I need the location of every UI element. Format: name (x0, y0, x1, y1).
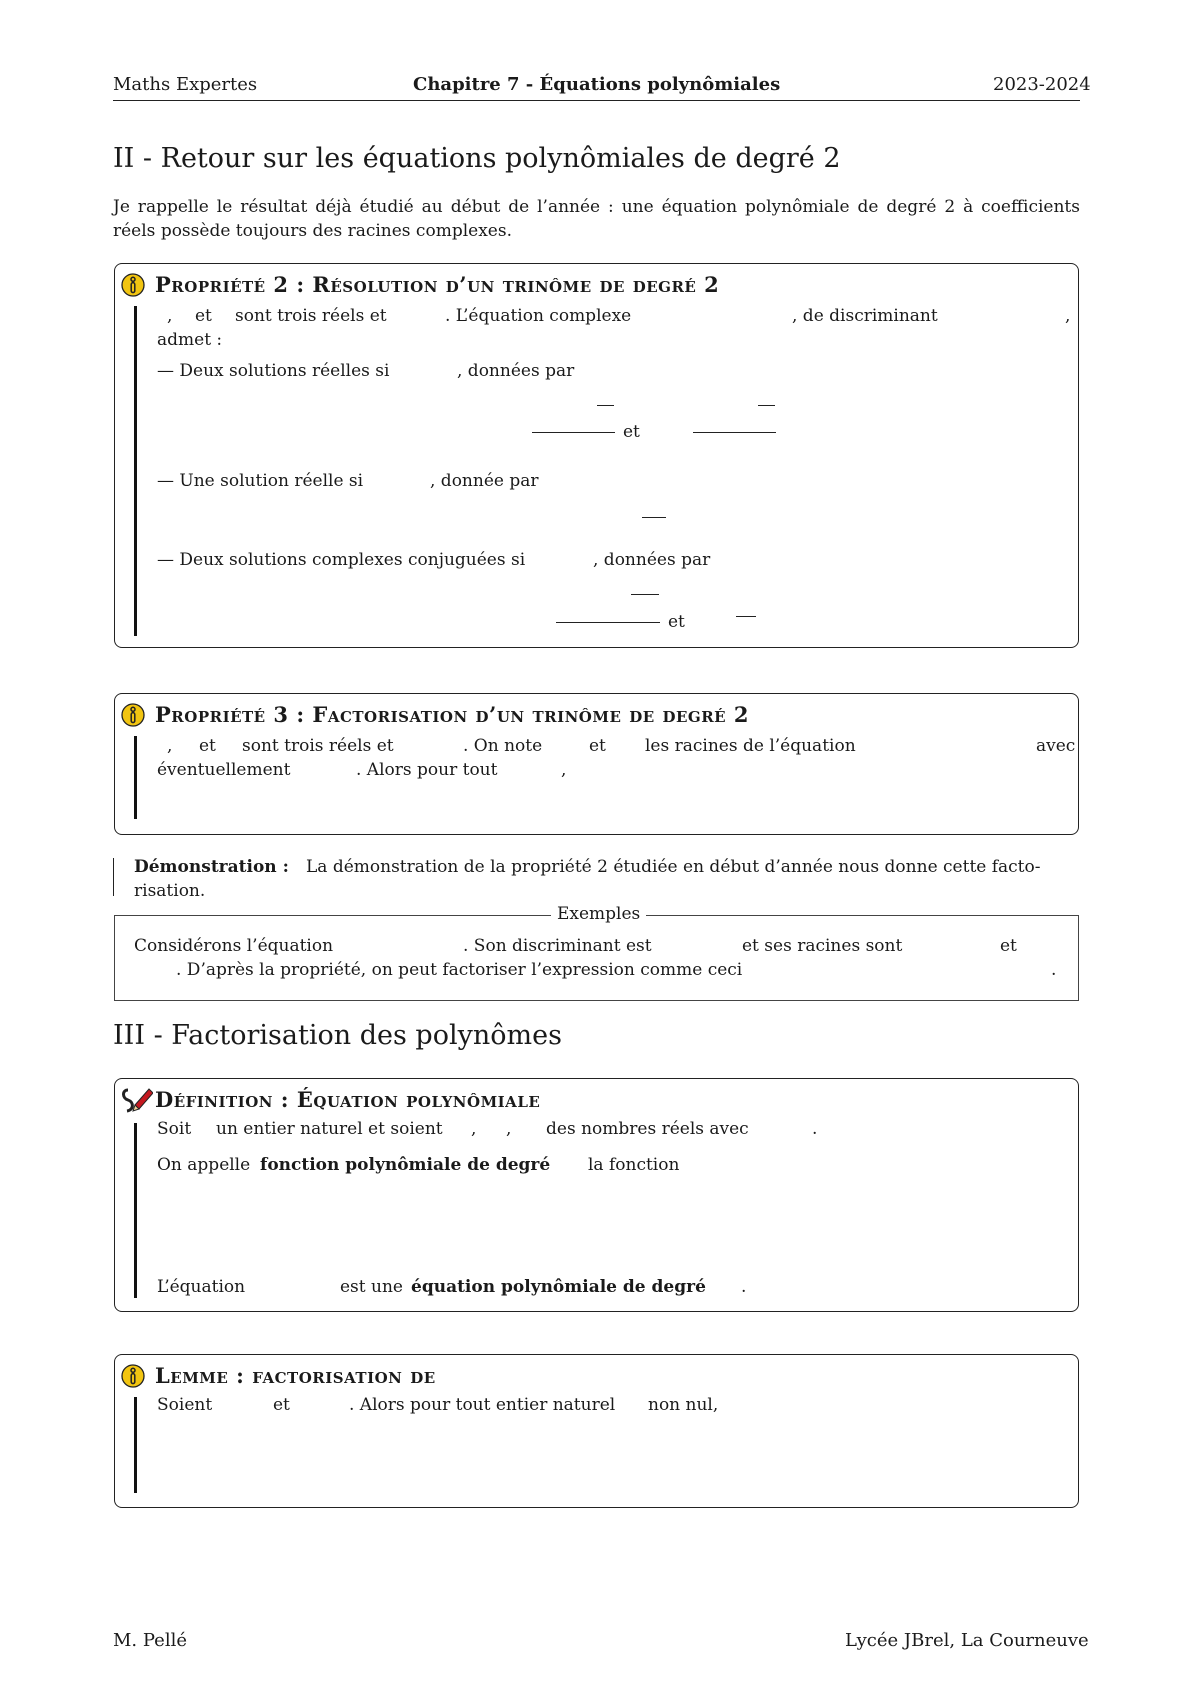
text: la fonction (588, 1155, 680, 1175)
definition-term: fonction polynômiale de degré (260, 1155, 551, 1175)
definition-term: équation polynômiale de degré (411, 1277, 706, 1297)
fraction-bar (758, 405, 775, 406)
footer-left: M. Pellé (113, 1630, 187, 1651)
section-2-intro: Je rappelle le résultat déjà étudié au début de l’année : une équation polynômiale de degré 2 à coefficients réels possède toujours des racines complexes. (113, 197, 1080, 241)
fraction-bar (532, 432, 615, 433)
fraction-bar (736, 616, 756, 617)
text: , (1065, 306, 1071, 326)
examples-legend: Exemples (551, 904, 646, 924)
text: éventuellement (157, 760, 291, 780)
text: , données par (593, 550, 711, 570)
text: un entier naturel et soient (216, 1119, 443, 1139)
header-center: Chapitre 7 - Équations polynômiales (413, 74, 781, 95)
text: . D’après la propriété, on peut factoriser l’expression comme ceci (176, 960, 743, 980)
text: est une (340, 1277, 403, 1297)
box-left-bar (134, 1123, 137, 1298)
text: L’équation (157, 1277, 246, 1297)
examples-box (114, 915, 1079, 1001)
text: avec (1036, 736, 1076, 756)
fraction-bar (597, 405, 614, 406)
text: , (167, 736, 173, 756)
text: et (199, 736, 216, 756)
case-2-label: — Une solution réelle si (157, 471, 364, 491)
text: admet : (157, 330, 223, 350)
lemma-box (114, 1354, 1079, 1508)
text: , (471, 1119, 477, 1139)
text: et ses racines sont (742, 936, 903, 956)
text: , données par (457, 361, 575, 381)
demo-text: risation. (134, 881, 206, 901)
text: sont trois réels et (242, 736, 394, 756)
header-right: 2023-2024 (993, 74, 1091, 95)
text: Considérons l’équation (134, 936, 334, 956)
lemma-title: Lemme : factorisation de (155, 1363, 436, 1388)
property-2-box (114, 263, 1079, 648)
text: . (812, 1119, 818, 1139)
text: Soient (157, 1395, 213, 1415)
text: et (1000, 936, 1017, 956)
text: et (668, 612, 685, 632)
text: . L’équation complexe (445, 306, 632, 326)
text: . Alors pour tout (356, 760, 498, 780)
text: On appelle (157, 1155, 251, 1175)
section-2-title: II - Retour sur les équations polynômiales de degré 2 (113, 143, 841, 174)
text: et (623, 422, 640, 442)
text: . (1051, 960, 1057, 980)
fraction-bar (631, 594, 659, 595)
demo-label: Démonstration : (134, 857, 289, 877)
text: . On note (463, 736, 543, 756)
text: , de discriminant (792, 306, 938, 326)
demo-text: La démonstration de la propriété 2 étudiée en début d’année nous donne cette facto- (306, 857, 1041, 877)
text: Soit (157, 1119, 192, 1139)
fraction-bar (642, 517, 666, 518)
text: . Son discriminant est (463, 936, 652, 956)
text: . (741, 1277, 747, 1297)
definition-title: Définition : Équation polynômiale (155, 1087, 541, 1112)
box-left-bar (134, 306, 137, 636)
case-1-label: — Deux solutions réelles si (157, 361, 390, 381)
box-left-bar (134, 1397, 137, 1493)
info-icon (121, 273, 145, 297)
property-3-title: Propriété 3 : Factorisation d’un trinôme de degré 2 (155, 702, 750, 727)
text: des nombres réels avec (546, 1119, 749, 1139)
text: les racines de l’équation (645, 736, 856, 756)
text: et (589, 736, 606, 756)
demo-bar (113, 858, 114, 896)
header-left: Maths Expertes (113, 74, 258, 95)
definition-box (114, 1078, 1079, 1312)
text: et (273, 1395, 290, 1415)
text: et (195, 306, 212, 326)
text: , (506, 1119, 512, 1139)
text: , (167, 306, 173, 326)
property-2-title: Propriété 2 : Résolution d’un trinôme de degré 2 (155, 272, 720, 297)
case-3-label: — Deux solutions complexes conjuguées si (157, 550, 526, 570)
info-icon (121, 703, 145, 727)
text: . Alors pour tout entier naturel (349, 1395, 616, 1415)
text: sont trois réels et (235, 306, 387, 326)
property-3-box (114, 693, 1079, 835)
text: non nul, (648, 1395, 719, 1415)
fraction-bar (693, 432, 776, 433)
section-3-title: III - Factorisation des polynômes (113, 1020, 562, 1051)
info-icon (121, 1364, 145, 1388)
text: , (561, 760, 567, 780)
text: , donnée par (430, 471, 539, 491)
footer-right: Lycée JBrel, La Courneuve (845, 1630, 1089, 1651)
fraction-bar (556, 622, 660, 623)
box-left-bar (134, 736, 137, 819)
header-rule (113, 100, 1080, 101)
pencil-icon (119, 1085, 153, 1117)
